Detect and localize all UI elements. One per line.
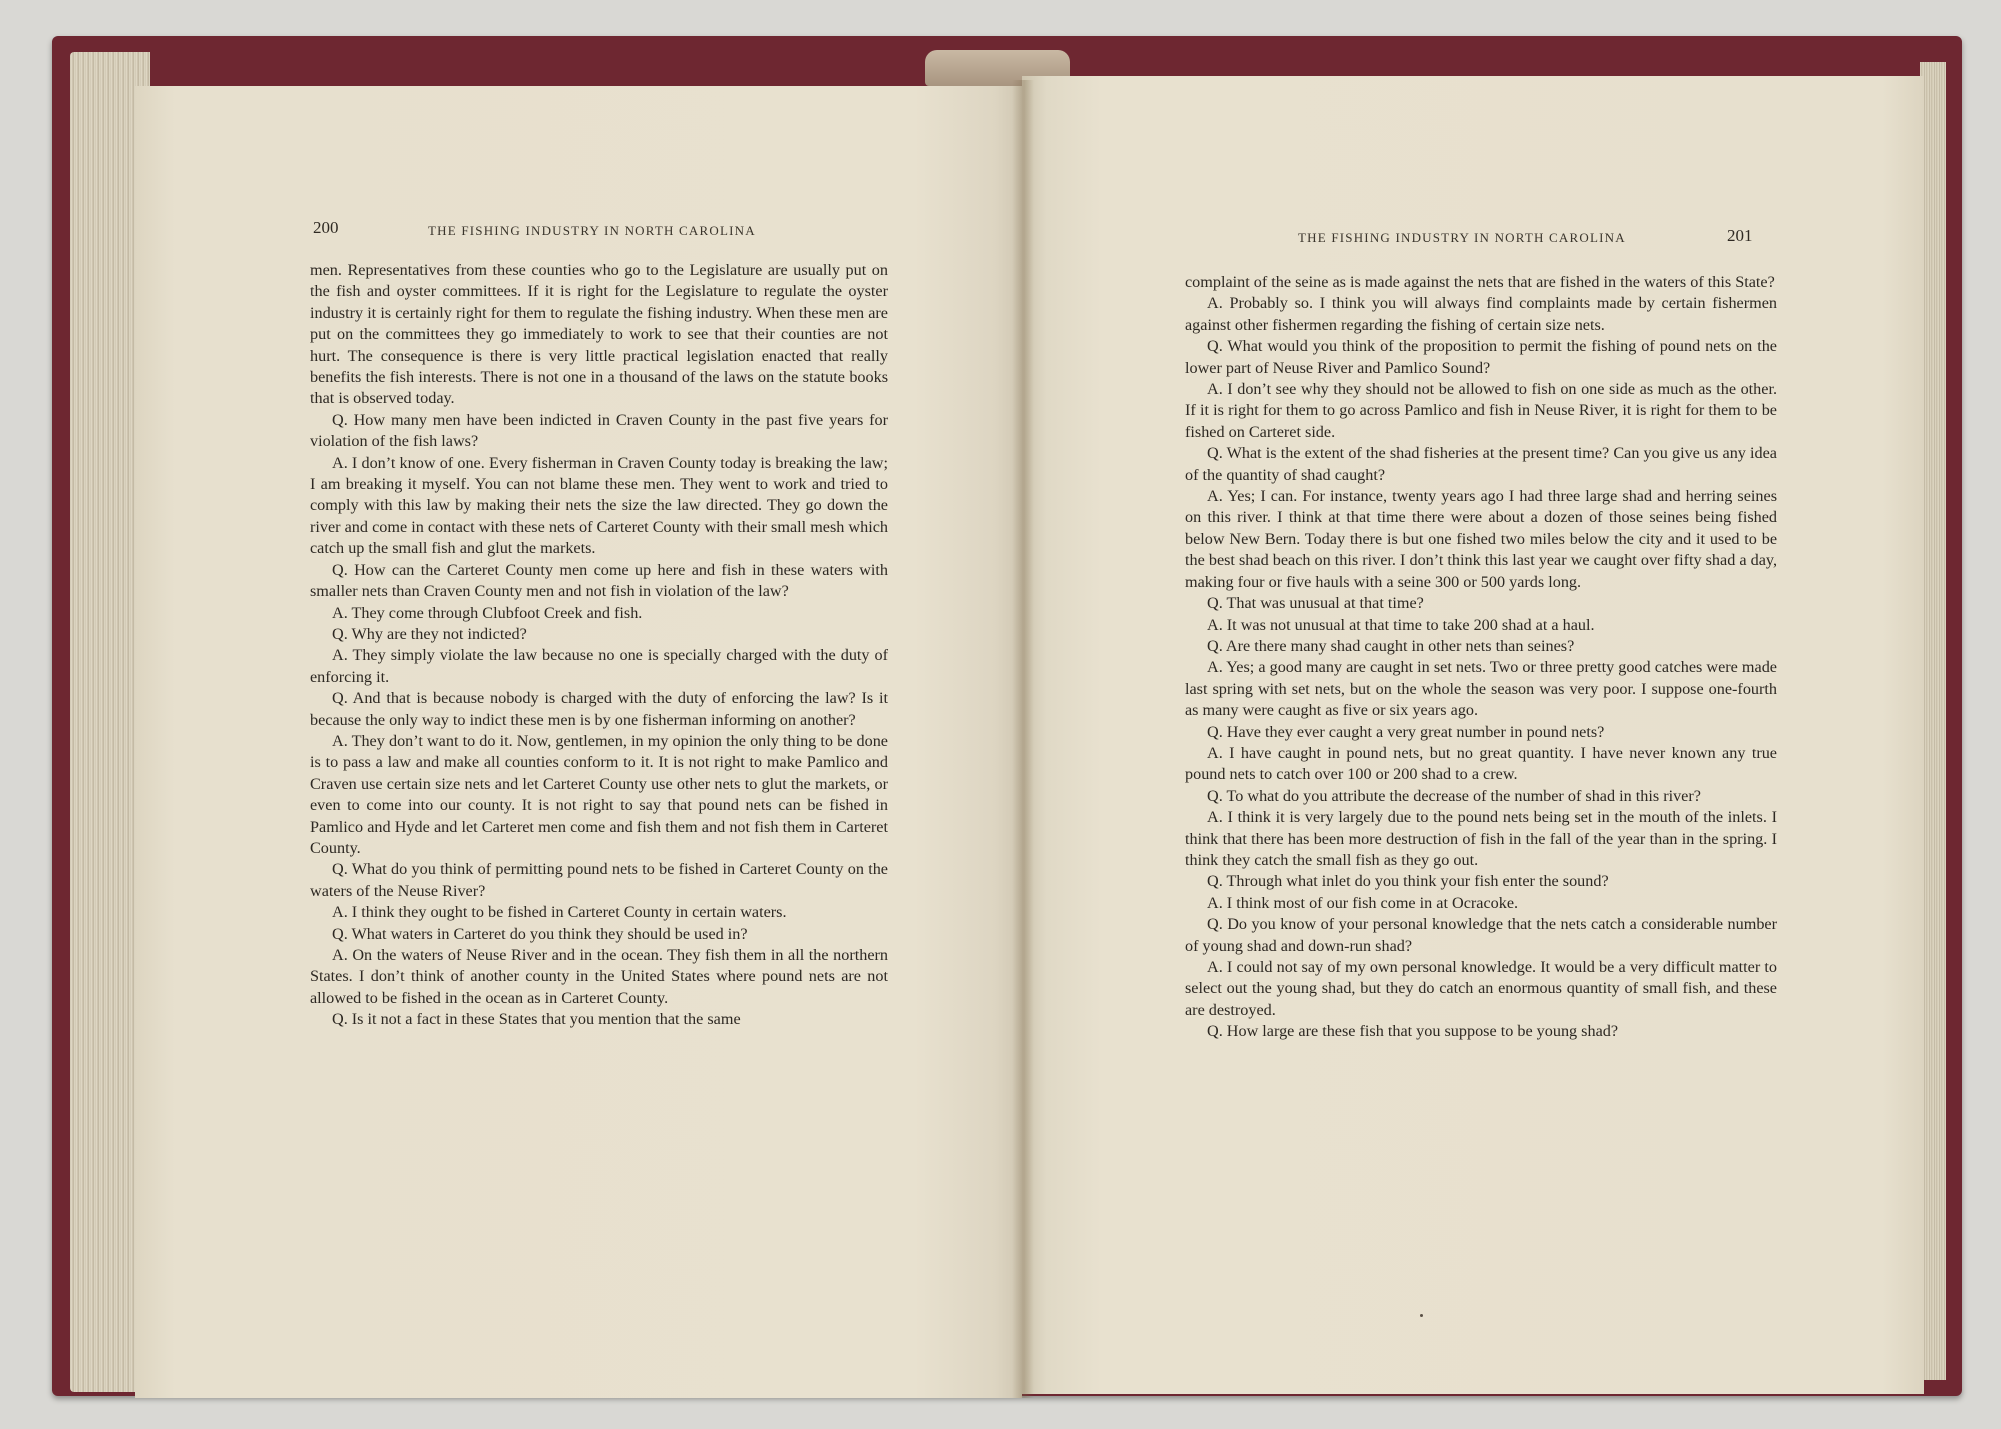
paragraph: A. I think it is very largely due to the pound nets being set in the mouth of the inlets. I think that there has been more destruction of fish in the fall of the year than in the spring. I think they catch the small fish as they go out. — [1185, 808, 1777, 869]
paragraph: A. I could not say of my own personal knowledge. It would be a very difficult matter to select out the young shad, but they do catch an enormous quantity of small fish, and these are destroyed. — [1185, 958, 1777, 1019]
paragraph: A. Yes; a good many are caught in set nets. Two or three pretty good catches were made last spring with set nets, but on the whole the season was very poor. I suppose one-fourth as many were caught as five or six years ago. — [1185, 658, 1777, 720]
paragraph: Q. How many men have been indicted in Craven County in the past five years for violation of the fish laws? — [310, 410, 888, 451]
paragraph: Q. Through what inlet do you think your fish enter the sound? — [1207, 872, 1609, 891]
paragraph: A. On the waters of Neuse River and in the ocean. They fish them in all the northern States. I don’t think of another county in the United States where pound nets are not allowed to be fished in the ocean as in Carteret County. — [310, 946, 888, 1007]
paragraph: Q. Is it not a fact in these States that you mention that the same — [332, 1010, 741, 1029]
paragraph: A. I think they ought to be fished in Carteret County in certain waters. — [332, 903, 787, 922]
paragraph: A. It was not unusual at that time to take 200 shad at a haul. — [1207, 615, 1595, 634]
paragraph: Q. Why are they not indicted? — [332, 624, 527, 643]
paragraph: Q. How large are these fish that you suppose to be young shad? — [1207, 1022, 1619, 1041]
paragraph: A. They come through Clubfoot Creek and fish. — [332, 603, 643, 622]
left-page — [135, 86, 1022, 1398]
paragraph: Q. Do you know of your personal knowledge that the nets catch a considerable number of young shad and down-run shad? — [1185, 915, 1777, 955]
paragraph: A. Yes; I can. For instance, twenty years ago I had three large shad and herring seines on this river. I think at that time there were about a dozen of those seines being fished below New Bern. Today there is but one fished two miles below the city and it used to be the best shad beach on this river. I don’t think this last year we caught over fifty shad a day, making four or five hauls with a seine 300 or 500 yards long. — [1185, 487, 1777, 591]
paragraph: Q. And that is because nobody is charged with the duty of enforcing the law? Is it because the only way to indict these men is by one fisherman informing on another? — [310, 689, 888, 729]
paragraph: Q. How can the Carteret County men come up here and fish in these waters with smaller nets than Craven County men and not fish in violation of the law? — [310, 560, 888, 601]
paragraph: A. I don’t see why they should not be allowed to fish on one side as much as the other. If it is right for them to go across Pamlico and fish in Neuse River, it is right for them to be fished on Carteret side. — [1185, 380, 1777, 441]
paragraph: A. I think most of our fish come in at Ocracoke. — [1207, 893, 1519, 912]
page-number-right: 201 — [1727, 226, 1753, 245]
right-page — [1022, 76, 1924, 1394]
paragraph: Q. Are there many shad caught in other nets than seines? — [1207, 636, 1575, 655]
paragraph: A. Probably so. I think you will always find complaints made by certain fishermen against other fishermen regarding the fishing of certain size nets. — [1185, 294, 1777, 334]
paragraph: Q. To what do you attribute the decrease of the number of shad in this river? — [1207, 786, 1701, 805]
paragraph: complaint of the seine as is made against the nets that are fished in the waters of this State? — [1185, 273, 1775, 291]
paragraph: Q. What do you think of permitting pound nets to be fished in Carteret County on the waters of the Neuse River? — [310, 860, 888, 900]
paragraph: men. Representatives from these counties who go to the Legislature are usually put on the fish and oyster committees. If it is right for the Legislature to regulate the oyster industry it is certainly right for them to regulate the fishing industry. When these men are put on the committees they go immediately to work to see that their counties are not hurt. The consequence is there is very little practical legislation enacted that really benefits the fish interests. There is not one in a thousand of the laws on the statute books that is observed today. — [310, 261, 888, 408]
paragraph: Q. What would you think of the proposition to permit the fishing of pound nets on the lower part of Neuse River and Pamlico Sound? — [1185, 337, 1777, 377]
paragraph: A. They don’t want to do it. Now, gentlemen, in my opinion the only thing to be done is to pass a law and make all counties conform to it. It is not right to make Pamlico and Craven use certain size nets and let Carteret County use other nets to glut the markets, or even to come into our county. It is not right to say that pound nets can be fished in Pamlico and Hyde and let Carteret men come and fish them and not fish them in Carteret County. — [310, 731, 888, 857]
paragraph: A. I don’t know of one. Every fisherman in Craven County today is breaking the law; I am breaking it myself. You can not blame these men. They went to work and tried to comply with this law by making their nets the size the law directed. They go down the river and come in contact with these nets of Carteret County with their small mesh which catch up the small fish and glut the markets. — [310, 453, 888, 558]
paragraph: Q. That was unusual at that time? — [1207, 594, 1424, 613]
paragraph: Q. What waters in Carteret do you think they should be used in? — [332, 924, 748, 943]
page-number-left: 200 — [313, 218, 339, 237]
paragraph: Q. What is the extent of the shad fisheries at the present time? Can you give us any idea of the quantity of shad caught? — [1185, 444, 1777, 484]
right-page-body — [1185, 272, 1777, 1043]
book-gutter — [1012, 80, 1034, 1398]
running-head-left: THE FISHING INDUSTRY IN NORTH CAROLINA — [428, 223, 756, 238]
paragraph: A. I have caught in pound nets, but no great quantity. I have never known any true pound nets to catch over 100 or 200 shad to a crew. — [1185, 743, 1777, 784]
paragraph: Q. Have they ever caught a very great number in pound nets? — [1207, 722, 1605, 741]
left-page-body — [310, 260, 888, 1031]
running-head-right: THE FISHING INDUSTRY IN NORTH CAROLINA — [1298, 230, 1626, 245]
ink-speck — [1420, 1314, 1423, 1317]
paragraph: A. They simply violate the law because no one is specially charged with the duty of enforcing it. — [310, 646, 888, 686]
